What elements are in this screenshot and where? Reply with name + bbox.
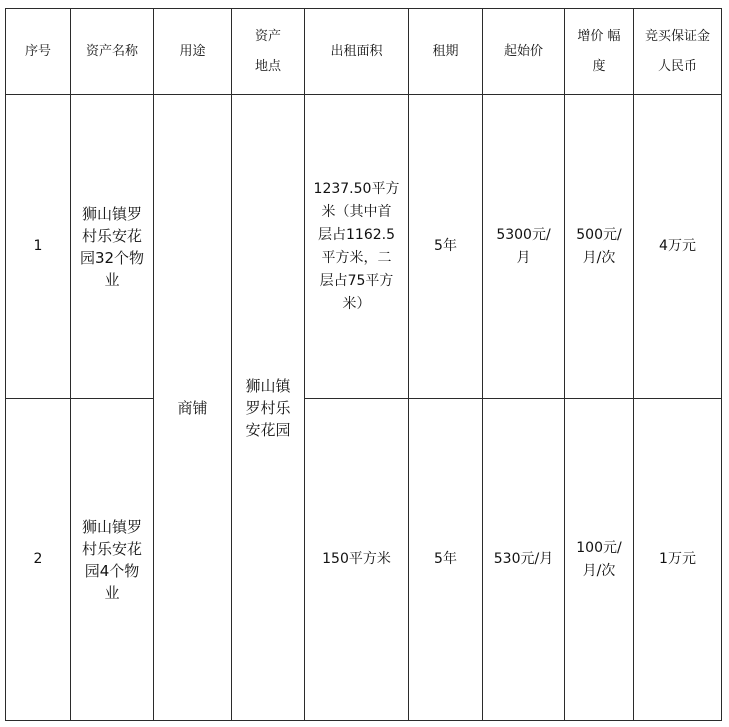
location-cell: 狮山镇 罗村乐 安花园 [232, 95, 305, 721]
row-asset-name: 狮山镇罗 村乐安花 园4个物 业 [71, 399, 154, 721]
header-starting-price: 起始价 [483, 9, 565, 95]
row-area: 1237.50平方 米（其中首 层占1162.5 平方米，二 层占75平方 米） [305, 95, 409, 399]
row-starting-price: 530元/月 [483, 399, 565, 721]
row-term: 5年 [409, 399, 483, 721]
header-row [6, 9, 722, 95]
row-term: 5年 [409, 95, 483, 399]
row-increment: 100元/ 月/次 [565, 399, 634, 721]
header-term: 租期 [409, 9, 483, 95]
header-asset-name: 资产名称 [71, 9, 154, 95]
usage-cell: 商铺 [154, 95, 232, 721]
asset-lease-table [5, 8, 722, 721]
header-index: 序号 [6, 9, 71, 95]
table-row [6, 95, 722, 399]
row-deposit: 4万元 [634, 95, 722, 399]
row-index: 2 [6, 399, 71, 721]
header-location: 资产 地点 [232, 9, 305, 95]
row-starting-price: 5300元/ 月 [483, 95, 565, 399]
row-area: 150平方米 [305, 399, 409, 721]
row-deposit: 1万元 [634, 399, 722, 721]
row-asset-name: 狮山镇罗 村乐安花 园32个物 业 [71, 95, 154, 399]
header-increment: 增价 幅 度 [565, 9, 634, 95]
header-usage: 用途 [154, 9, 232, 95]
row-increment: 500元/ 月/次 [565, 95, 634, 399]
table-row [6, 399, 722, 721]
header-area: 出租面积 [305, 9, 409, 95]
header-deposit: 竞买保证金 人民币 [634, 9, 722, 95]
row-index: 1 [6, 95, 71, 399]
